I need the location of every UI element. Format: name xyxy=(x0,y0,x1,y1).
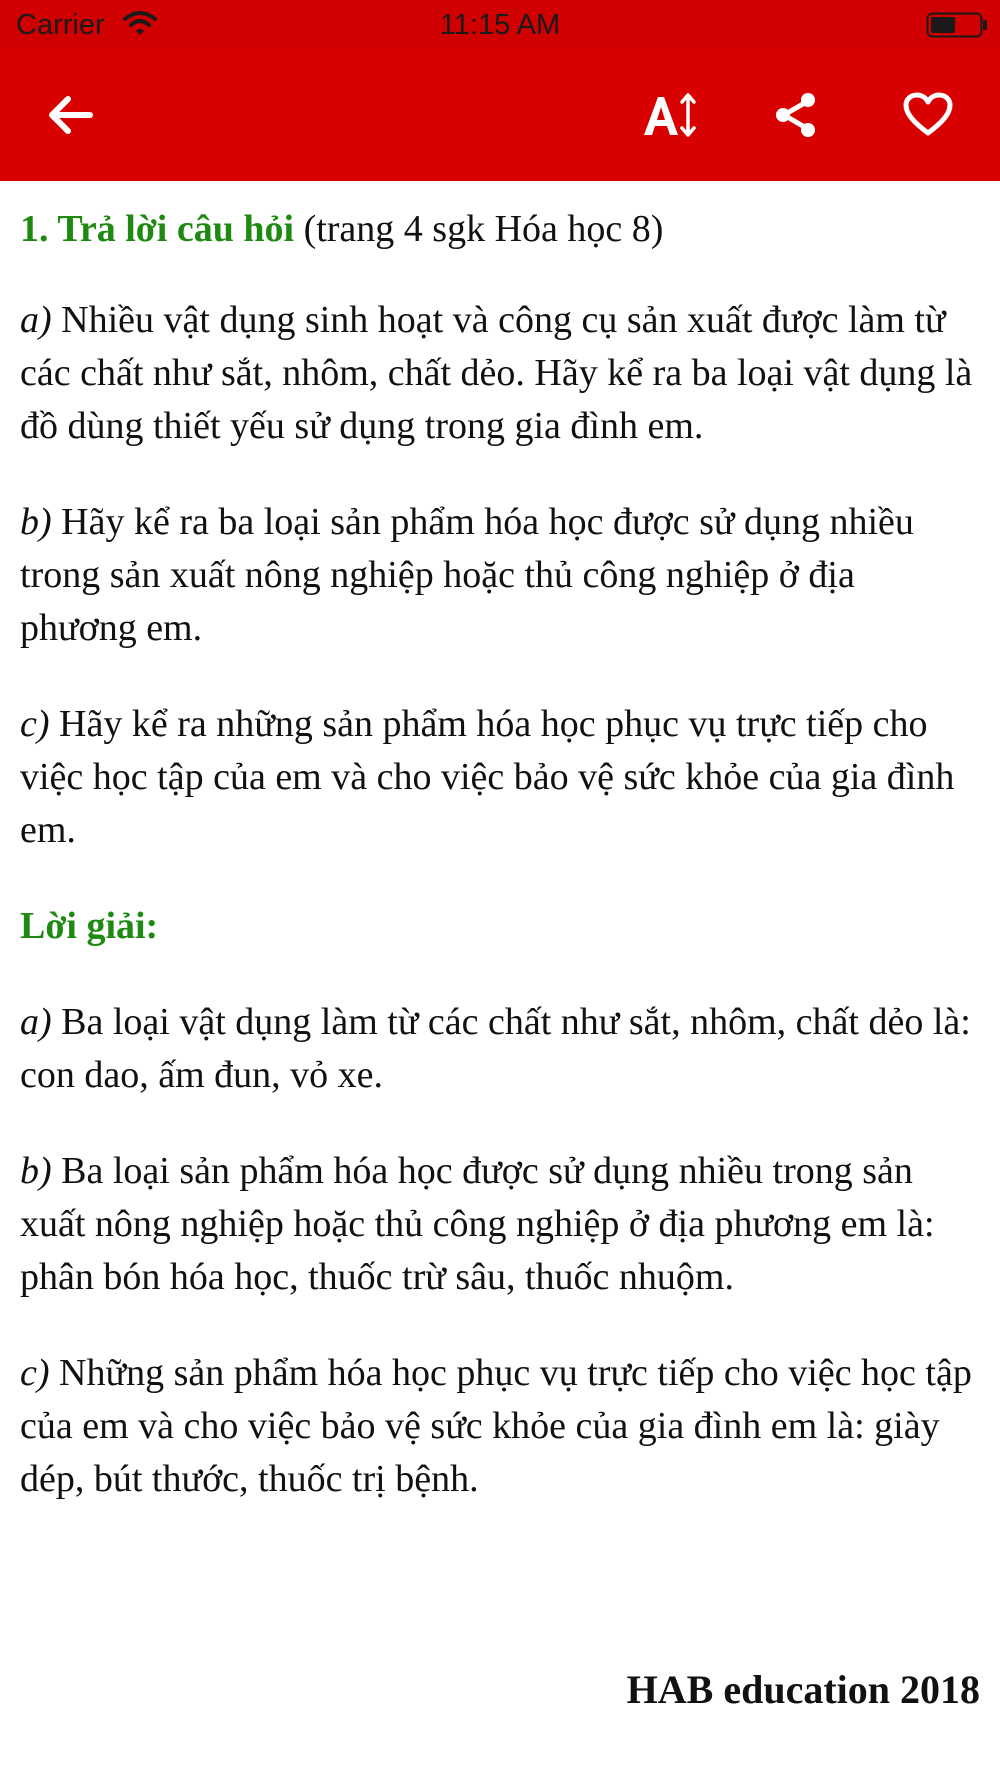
answer-label: a) xyxy=(20,1001,52,1043)
exercise-source: (trang 4 sgk Hóa học 8) xyxy=(294,208,664,250)
answer-a xyxy=(20,996,980,1102)
carrier-label: Carrier xyxy=(16,9,105,41)
font-size-icon xyxy=(640,91,700,139)
share-button[interactable] xyxy=(756,48,836,181)
status-time: 11:15 AM xyxy=(439,9,561,41)
arrow-left-icon xyxy=(46,94,94,136)
share-icon xyxy=(772,91,820,139)
answer-text: Những sản phẩm hóa học phục vụ trực tiếp cho việc học tập của em và cho việc bảo vệ sức khỏe của gia đình em là: giày dép, bút thước, thuốc trị bệnh. xyxy=(20,1352,972,1500)
exercise-heading xyxy=(20,203,980,256)
question-c xyxy=(20,698,980,857)
answer-label: b) xyxy=(20,1150,52,1192)
answer-label: c) xyxy=(20,1352,50,1394)
footer-credit: HAB education 2018 xyxy=(626,1667,980,1712)
answer-c xyxy=(20,1347,980,1506)
question-b xyxy=(20,496,980,655)
answer-text: Ba loại sản phẩm hóa học được sử dụng nhiều trong sản xuất nông nghiệp hoặc thủ công nghiệp ở địa phương em là: phân bón hóa học, thuốc trừ sâu, thuốc nhuộm. xyxy=(20,1150,935,1298)
question-label: b) xyxy=(20,501,52,543)
question-text: Hãy kể ra những sản phẩm hóa học phục vụ trực tiếp cho việc học tập của em và cho việc bảo vệ sức khỏe của gia đình em. xyxy=(20,703,955,851)
answer-text: Ba loại vật dụng làm từ các chất như sắt, nhôm, chất dẻo là: con dao, ấm đun, vỏ xe. xyxy=(20,1001,971,1096)
solution-heading: Lời giải: xyxy=(20,905,159,947)
battery-icon xyxy=(926,12,988,38)
heart-icon xyxy=(902,92,954,138)
question-label: c) xyxy=(20,703,50,745)
exercise-title: 1. Trả lời câu hỏi xyxy=(20,208,295,250)
question-text: Hãy kể ra ba loại sản phẩm hóa học được sử dụng nhiều trong sản xuất nông nghiệp hoặc thủ công nghiệp ở địa phương em. xyxy=(20,501,914,649)
status-bar xyxy=(0,0,1000,48)
article-content xyxy=(20,181,980,1549)
back-button[interactable] xyxy=(30,48,110,181)
question-label: a) xyxy=(20,299,52,341)
favorite-button[interactable] xyxy=(888,48,968,181)
question-text: Nhiều vật dụng sinh hoạt và công cụ sản xuất được làm từ các chất như sắt, nhôm, chất dẻo. Hãy kể ra ba loại vật dụng là đồ dùng thiết yếu sử dụng trong gia đình em. xyxy=(20,299,973,447)
question-a xyxy=(20,294,980,453)
answer-b xyxy=(20,1145,980,1304)
font-size-button[interactable] xyxy=(630,48,710,181)
nav-bar xyxy=(0,48,1000,181)
